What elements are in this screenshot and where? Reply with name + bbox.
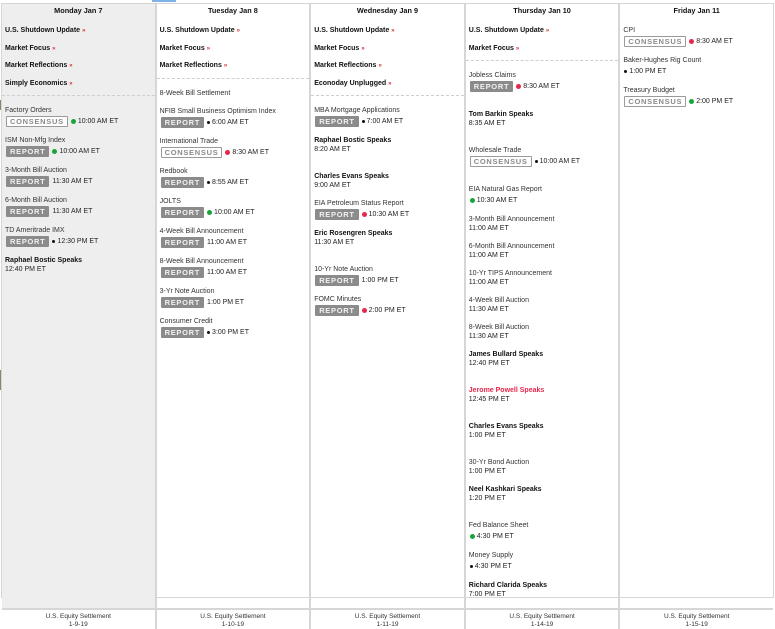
event-title-link[interactable]: Tom Barkin Speaks xyxy=(468,111,534,118)
event-title-link[interactable]: 10-Yr Note Auction xyxy=(314,266,373,273)
event-meta-row xyxy=(5,146,152,157)
calendar-event xyxy=(469,422,616,440)
feature-link[interactable] xyxy=(469,22,616,40)
calendar-event xyxy=(314,229,461,247)
event-title-link[interactable]: Richard Clarida Speaks xyxy=(468,582,547,589)
feature-link[interactable] xyxy=(469,40,616,58)
day-columns xyxy=(2,4,773,608)
day-header: Monday Jan 7 xyxy=(54,6,103,15)
event-title-link[interactable]: 10-Yr TIPS Announcement xyxy=(468,270,552,277)
green-status-dot-icon xyxy=(71,119,76,124)
event-time: 10:00 AM ET xyxy=(214,208,255,216)
settlement-date: 1-11-19 xyxy=(376,621,399,628)
economic-calendar-week xyxy=(1,3,774,628)
green-status-dot-icon xyxy=(207,210,212,215)
event-meta-row xyxy=(5,236,152,247)
settlement-cell[interactable] xyxy=(620,610,773,629)
black-status-dot-icon xyxy=(624,70,627,73)
calendar-event xyxy=(5,106,152,127)
event-title-link[interactable]: FOMC Minutes xyxy=(314,296,362,303)
event-time: 12:30 PM ET xyxy=(57,238,99,245)
double-chevron-right-icon: » xyxy=(223,63,228,69)
event-meta-row xyxy=(160,327,307,338)
black-status-dot-icon xyxy=(207,181,210,184)
event-time: 2:00 PM ET xyxy=(696,98,734,105)
event-meta-row xyxy=(314,209,461,220)
red-status-dot-icon xyxy=(225,150,230,155)
event-time: 12:40 PM ET xyxy=(468,360,510,367)
event-title-link[interactable]: TD Ameritrade IMX xyxy=(5,227,65,234)
feature-link-label: Market Focus xyxy=(5,44,51,52)
event-title-link[interactable]: Money Supply xyxy=(468,552,514,559)
event-title-link[interactable]: Charles Evans Speaks xyxy=(468,423,544,430)
active-tab-indicator xyxy=(152,0,176,2)
event-time: 9:00 AM ET xyxy=(314,182,351,189)
feature-link-label: Econoday Unplugged xyxy=(314,79,387,87)
settlement-footer-row xyxy=(2,608,773,629)
event-title-link[interactable]: Wholesale Trade xyxy=(468,147,522,154)
event-title-link[interactable]: Eric Rosengren Speaks xyxy=(314,230,393,237)
feature-link[interactable] xyxy=(314,75,461,93)
consensus-badge[interactable]: CONSENSUS xyxy=(624,36,686,47)
report-badge[interactable]: REPORT xyxy=(6,176,49,187)
calendar-event xyxy=(469,215,616,233)
event-title-link[interactable]: Redbook xyxy=(159,167,188,175)
settlement-date: 1-10-19 xyxy=(221,621,245,628)
event-meta-row xyxy=(160,297,307,308)
event-time: 7:00 AM ET xyxy=(366,118,404,125)
event-meta-row xyxy=(5,176,152,187)
double-chevron-right-icon: » xyxy=(206,45,211,52)
event-title-link[interactable]: 3-Month Bill Announcement xyxy=(468,216,555,223)
black-status-dot-icon xyxy=(470,565,473,568)
event-title-link[interactable]: ISM Non-Mfg Index xyxy=(5,137,66,144)
report-badge[interactable]: REPORT xyxy=(6,236,49,247)
green-status-dot-icon xyxy=(689,99,694,104)
calendar-event xyxy=(5,166,152,187)
event-time: 6:00 AM ET xyxy=(212,118,249,126)
green-status-dot-icon xyxy=(470,534,475,539)
event-time: 8:35 AM ET xyxy=(468,120,506,127)
event-time: 10:00 AM ET xyxy=(539,158,581,165)
day-column-wednesday xyxy=(311,4,466,608)
feature-link-label: Simply Economics xyxy=(5,79,68,87)
calendar-event xyxy=(469,110,616,128)
event-time: 2:00 PM ET xyxy=(368,307,406,314)
event-title-link[interactable]: 3-Month Bill Auction xyxy=(5,167,67,174)
calendar-event xyxy=(469,386,616,404)
day-header: Friday Jan 11 xyxy=(673,6,720,15)
event-title-link[interactable]: 3-Yr Note Auction xyxy=(159,287,215,295)
calendar-event xyxy=(314,106,461,127)
feature-link[interactable] xyxy=(314,22,461,40)
section-divider xyxy=(311,95,464,96)
event-meta-row xyxy=(623,96,770,107)
event-title-link[interactable]: Jobless Claims xyxy=(468,72,516,79)
report-badge[interactable]: REPORT xyxy=(161,207,204,218)
consensus-badge[interactable]: CONSENSUS xyxy=(470,156,532,167)
event-time: 1:20 PM ET xyxy=(468,495,506,502)
double-chevron-right-icon: » xyxy=(388,80,392,87)
event-time: 8:20 AM ET xyxy=(314,146,351,153)
calendar-event xyxy=(469,485,616,503)
calendar-event xyxy=(160,107,307,128)
event-title-link[interactable]: 8-Week Bill Settlement xyxy=(159,89,231,97)
event-time: 1:00 PM ET xyxy=(468,468,506,475)
black-status-dot-icon xyxy=(207,331,210,334)
event-time: 11:00 AM ET xyxy=(468,279,509,286)
double-chevron-right-icon: » xyxy=(361,45,365,52)
settlement-date: 1-15-19 xyxy=(685,621,708,628)
event-time: 11:30 AM ET xyxy=(468,306,509,313)
red-status-dot-icon xyxy=(362,308,367,313)
feature-link-label: Market Reflections xyxy=(5,62,68,69)
feature-link-label: Market Reflections xyxy=(159,62,222,69)
calendar-event xyxy=(160,167,307,188)
report-badge[interactable]: REPORT xyxy=(315,305,358,316)
event-time: 3:00 PM ET xyxy=(212,328,250,336)
section-divider xyxy=(157,78,310,79)
calendar-event xyxy=(160,227,307,248)
settlement-date: 1-14-19 xyxy=(530,621,554,628)
event-title-link[interactable]: Jerome Powell Speaks xyxy=(468,387,545,394)
event-time: 10:30 AM ET xyxy=(476,197,518,204)
event-time: 11:00 AM ET xyxy=(468,252,509,259)
calendar-event xyxy=(160,197,307,218)
event-time: 10:30 AM ET xyxy=(368,211,410,218)
calendar-event xyxy=(314,136,461,154)
calendar-event xyxy=(469,269,616,287)
settlement-label: U.S. Equity Settlement xyxy=(663,613,730,620)
report-badge[interactable]: REPORT xyxy=(315,116,358,127)
feature-link[interactable] xyxy=(5,75,152,93)
feature-link[interactable] xyxy=(5,22,152,40)
event-time: 4:30 PM ET xyxy=(474,563,512,570)
calendar-event xyxy=(160,137,307,158)
feature-link[interactable] xyxy=(314,57,461,75)
day-column-monday xyxy=(2,4,157,608)
settlement-label: U.S. Equity Settlement xyxy=(45,613,111,620)
day-column-tuesday xyxy=(157,4,312,608)
event-meta-row xyxy=(314,116,461,127)
event-meta-row xyxy=(5,206,152,217)
report-badge[interactable]: REPORT xyxy=(315,275,358,286)
feature-link-label: Market Focus xyxy=(159,44,205,52)
calendar-event xyxy=(623,56,770,77)
event-title-link[interactable]: 6-Month Bill Announcement xyxy=(468,243,555,250)
feature-link[interactable] xyxy=(314,40,461,58)
calendar-event xyxy=(469,521,616,542)
feature-link-label: U.S. Shutdown Update xyxy=(314,27,390,34)
event-meta-row xyxy=(160,207,307,218)
event-meta-row xyxy=(160,147,307,158)
event-time: 11:30 AM ET xyxy=(52,208,93,215)
double-chevron-right-icon: » xyxy=(391,28,395,34)
event-meta-row xyxy=(314,305,461,316)
calendar-event xyxy=(469,242,616,260)
event-meta-row xyxy=(160,237,307,248)
consensus-badge[interactable]: CONSENSUS xyxy=(624,96,686,107)
calendar-event xyxy=(5,136,152,157)
event-time: 11:30 AM ET xyxy=(52,178,93,185)
event-meta-row xyxy=(469,156,616,167)
calendar-event xyxy=(469,71,616,92)
event-title-link[interactable]: MBA Mortgage Applications xyxy=(314,107,400,114)
double-chevron-right-icon: » xyxy=(236,28,240,34)
event-meta-row xyxy=(623,36,770,47)
red-status-dot-icon xyxy=(689,39,694,44)
event-time: 1:00 PM ET xyxy=(468,432,506,439)
settlement-cell[interactable] xyxy=(157,610,312,629)
event-time: 1:00 PM ET xyxy=(361,277,399,284)
event-title-link[interactable]: Fed Balance Sheet xyxy=(468,522,529,529)
report-badge[interactable]: REPORT xyxy=(470,81,513,92)
day-column-thursday xyxy=(466,4,621,608)
event-title-link[interactable]: Raphael Bostic Speaks xyxy=(314,137,392,144)
double-chevron-right-icon: » xyxy=(69,80,73,87)
day-header: Wednesday Jan 9 xyxy=(356,6,419,15)
event-time: 4:30 PM ET xyxy=(476,533,514,540)
day-header: Thursday Jan 10 xyxy=(513,6,571,15)
event-meta-row xyxy=(469,195,616,206)
double-chevron-right-icon: » xyxy=(52,45,56,52)
event-title-link[interactable]: EIA Natural Gas Report xyxy=(468,186,542,193)
event-time: 11:00 AM ET xyxy=(207,238,247,246)
event-title-link[interactable]: Raphael Bostic Speaks xyxy=(5,257,83,264)
event-title-link[interactable]: 30-Yr Bond Auction xyxy=(468,459,530,466)
report-badge[interactable]: REPORT xyxy=(161,267,204,278)
settlement-label: U.S. Equity Settlement xyxy=(200,613,266,620)
report-badge[interactable]: REPORT xyxy=(161,237,204,248)
calendar-event xyxy=(314,265,461,286)
feature-link[interactable] xyxy=(160,57,307,75)
event-time: 8:55 AM ET xyxy=(212,178,249,186)
green-status-dot-icon xyxy=(470,198,475,203)
feature-link[interactable] xyxy=(5,57,152,75)
settlement-cell[interactable] xyxy=(2,610,157,629)
report-badge[interactable]: REPORT xyxy=(161,327,204,338)
feature-link-label: U.S. Shutdown Update xyxy=(468,27,544,34)
event-title-link[interactable]: Factory Orders xyxy=(5,107,52,114)
double-chevron-right-icon: » xyxy=(545,28,550,34)
event-meta-row xyxy=(623,66,770,77)
black-status-dot-icon xyxy=(207,121,210,124)
settlement-cell[interactable] xyxy=(466,610,621,629)
event-title-link[interactable]: Baker-Hughes Rig Count xyxy=(623,57,702,64)
event-title-link[interactable]: 8-Week Bill Announcement xyxy=(159,257,244,265)
calendar-event xyxy=(160,287,307,308)
report-badge[interactable]: REPORT xyxy=(315,209,358,220)
double-chevron-right-icon: » xyxy=(82,28,86,34)
calendar-event xyxy=(623,26,770,47)
event-title-link[interactable]: 4-Week Bill Announcement xyxy=(159,227,244,235)
event-meta-row xyxy=(314,275,461,286)
event-title-link[interactable]: Consumer Credit xyxy=(159,317,213,325)
black-status-dot-icon xyxy=(52,240,55,243)
event-title-link[interactable]: 8-Week Bill Auction xyxy=(468,324,529,331)
event-time: 8:30 AM ET xyxy=(696,38,733,45)
calendar-event xyxy=(314,172,461,190)
calendar-event xyxy=(314,295,461,316)
event-meta-row xyxy=(160,267,307,278)
event-title-link[interactable]: 4-Week Bill Auction xyxy=(468,297,529,304)
settlement-label: U.S. Equity Settlement xyxy=(509,613,575,620)
event-time: 1:00 PM ET xyxy=(629,68,667,75)
settlement-date: 1-9-19 xyxy=(68,621,88,628)
feature-link[interactable] xyxy=(160,22,307,40)
event-meta-row xyxy=(160,177,307,188)
event-time: 10:00 AM ET xyxy=(77,118,119,125)
event-time: 1:00 PM ET xyxy=(207,298,245,306)
event-meta-row xyxy=(160,117,307,128)
section-divider xyxy=(466,60,619,61)
green-status-dot-icon xyxy=(52,149,57,154)
report-badge[interactable]: REPORT xyxy=(161,117,204,128)
calendar-event xyxy=(469,458,616,476)
black-status-dot-icon xyxy=(362,120,365,123)
event-meta-row xyxy=(5,116,152,127)
settlement-label: U.S. Equity Settlement xyxy=(354,613,421,620)
event-time: 11:00 AM ET xyxy=(468,225,509,232)
calendar-event xyxy=(5,226,152,247)
calendar-event xyxy=(160,317,307,338)
calendar-event xyxy=(160,257,307,278)
event-time: 10:00 AM ET xyxy=(59,148,100,155)
double-chevron-right-icon: » xyxy=(69,63,73,69)
section-divider xyxy=(2,95,155,96)
event-time: 7:00 PM ET xyxy=(468,591,506,598)
settlement-cell[interactable] xyxy=(311,610,466,629)
event-title-link[interactable]: EIA Petroleum Status Report xyxy=(314,200,404,207)
calendar-event xyxy=(469,185,616,206)
calendar-event xyxy=(160,89,307,98)
calendar-event xyxy=(469,323,616,341)
event-meta-row xyxy=(469,81,616,92)
report-badge[interactable]: REPORT xyxy=(161,177,204,188)
event-title-link[interactable]: NFIB Small Business Optimism Index xyxy=(159,107,276,115)
event-time: 11:30 AM ET xyxy=(314,239,355,246)
calendar-event xyxy=(314,199,461,220)
event-title-link[interactable]: Treasury Budget xyxy=(623,87,675,94)
calendar-event xyxy=(469,350,616,368)
report-badge[interactable]: REPORT xyxy=(6,146,49,157)
black-status-dot-icon xyxy=(535,160,538,163)
calendar-event xyxy=(623,86,770,107)
consensus-badge[interactable]: CONSENSUS xyxy=(6,116,68,127)
calendar-event xyxy=(469,296,616,314)
event-time: 8:30 AM ET xyxy=(232,148,269,156)
feature-link-label: U.S. Shutdown Update xyxy=(5,27,81,34)
event-title-link[interactable]: JOLTS xyxy=(159,197,181,205)
calendar-event xyxy=(5,256,152,274)
event-time: 11:00 AM ET xyxy=(207,268,247,276)
report-badge[interactable]: REPORT xyxy=(6,206,49,217)
event-time: 8:30 AM ET xyxy=(523,83,560,90)
event-title-link[interactable]: 6-Month Bill Auction xyxy=(5,197,67,204)
event-time: 11:30 AM ET xyxy=(468,333,509,340)
day-header: Tuesday Jan 8 xyxy=(208,6,258,15)
event-title-link[interactable]: Neel Kashkari Speaks xyxy=(468,486,542,493)
feature-link-label: Market Focus xyxy=(314,44,360,52)
consensus-badge[interactable]: CONSENSUS xyxy=(161,147,223,158)
event-title-link[interactable]: CPI xyxy=(623,27,636,34)
calendar-event xyxy=(469,146,616,167)
event-time: 12:40 PM ET xyxy=(5,266,46,273)
event-title-link[interactable]: Charles Evans Speaks xyxy=(314,173,389,180)
feature-link-label: Market Reflections xyxy=(314,62,377,69)
event-title-link[interactable]: International Trade xyxy=(159,137,218,145)
calendar-event xyxy=(469,581,616,599)
calendar-event xyxy=(469,551,616,572)
day-column-friday xyxy=(620,4,773,608)
feature-link[interactable] xyxy=(5,40,152,58)
event-meta-row xyxy=(469,561,616,572)
double-chevron-right-icon: » xyxy=(378,63,382,69)
feature-link-label: U.S. Shutdown Update xyxy=(159,27,235,34)
event-title-link[interactable]: James Bullard Speaks xyxy=(468,351,544,358)
calendar-event xyxy=(5,196,152,217)
feature-link[interactable] xyxy=(160,40,307,58)
report-badge[interactable]: REPORT xyxy=(161,297,204,308)
feature-link-label: Market Focus xyxy=(468,44,514,52)
event-time: 12:45 PM ET xyxy=(468,396,510,403)
double-chevron-right-icon: » xyxy=(515,45,520,52)
red-status-dot-icon xyxy=(362,212,367,217)
red-status-dot-icon xyxy=(516,84,521,89)
event-meta-row xyxy=(469,531,616,542)
